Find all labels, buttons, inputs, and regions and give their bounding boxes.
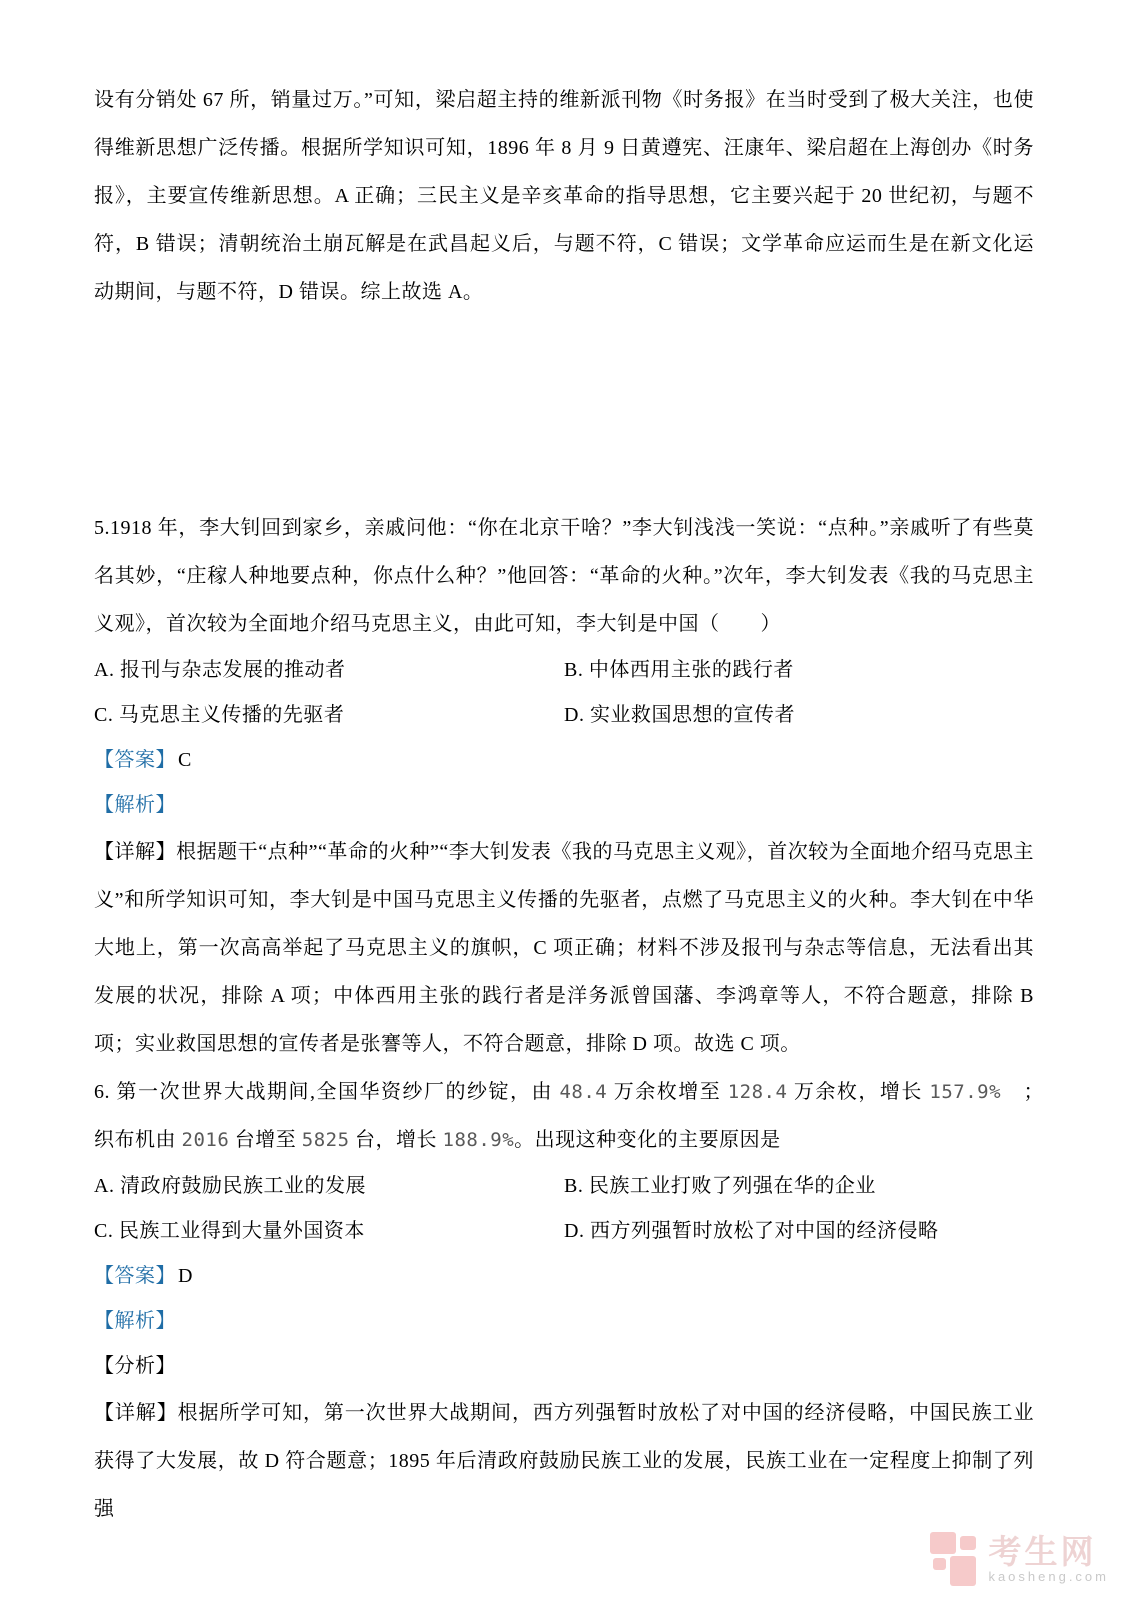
q6-answer-line [94, 1254, 1034, 1299]
jiexi-label: 【解析】 [94, 1310, 176, 1332]
watermark-site-name: 考生网 [988, 1533, 1097, 1570]
q6-loom-growth-pct: 188.9% [442, 1129, 515, 1151]
fenxi-label: 【分析】 [94, 1355, 176, 1377]
blank-gap [94, 316, 1034, 504]
watermark-site-url: kaosheng.com [988, 1569, 1109, 1584]
q6-looms-after: 5825 [301, 1129, 350, 1151]
question-6-block [94, 1068, 1055, 1533]
question-5-options-row-1 [94, 648, 1034, 693]
q5-answer-line [94, 738, 1034, 783]
question-5-options-row-2 [94, 693, 1034, 738]
q6-option-c: C. 民族工业得到大量外国资本 [94, 1220, 365, 1242]
answer-label: 【答案】 [94, 1265, 176, 1287]
q6-spindles-after: 128.4 [727, 1081, 788, 1103]
q5-detail-paragraph [94, 828, 1034, 1068]
q5-answer-letter: C [178, 749, 192, 771]
kaosheng-watermark [930, 1532, 1109, 1586]
q6-spindles-before: 48.4 [559, 1081, 608, 1103]
q6-answer-letter: D [178, 1265, 193, 1287]
q4-explanation-tail-text: 设有分销处 67 所，销量过万。”可知，梁启超主持的维新派刊物《时务报》在当时受到了极大关注，也使得维新思想广泛传播。根据所学知识可知，1896 年 8 月 9 日黄遵宪、汪康年、梁启超在上海创办《时务报》，主要宣传维新思想。A 正确；三民主义是辛亥革命的指导思想，它主要兴起于 20 世纪初，与题不符，B 错误；清朝统治土崩瓦解是在武昌起义后，与题不符，C 错误；文学革命应运而生是在新文化运动期间，与题不符，D 错误。综上故选 A。 [94, 89, 1034, 303]
question-6-options-row-1 [94, 1164, 1034, 1209]
q5-option-d: D. 实业救国思想的宣传者 [564, 704, 795, 726]
answer-label: 【答案】 [94, 749, 176, 771]
q5-option-c: C. 马克思主义传播的先驱者 [94, 704, 345, 726]
q6-stem-text: 6. 第一次世界大战期间,全国华资纱厂的纱锭，由 [94, 1081, 560, 1103]
q5-option-a: A. 报刊与杂志发展的推动者 [94, 659, 346, 681]
jiexi-label: 【解析】 [94, 794, 176, 816]
q5-detail-text: 根据题干“点种”“革命的火种”“李大钊发表《我的马克思主义观》，首次较为全面地介绍马克思主义”和所学知识可知，李大钊是中国马克思主义传播的先驱者，点燃了马克思主义的火种。李大钊在中华大地上，第一次高高举起了马克思主义的旗帜，C 项正确；材料不涉及报刊与杂志等信息，无法看出其发展的状况，排除 A 项；中体西用主张的践行者是洋务派曾国藩、李鸿章等人，不符合题意，排除 B 项；实业救国思想的宣传者是张謇等人，不符合题意，排除 D 项。故选 C 项。 [94, 841, 1035, 1055]
xiangjie-label: 【详解】 [94, 841, 177, 863]
q6-detail-text: 根据所学可知，第一次世界大战期间，西方列强暂时放松了对中国的经济侵略，中国民族工业获得了大发展，故 D 符合题意；1895 年后清政府鼓励民族工业的发展，民族工业在一定程度上抑制了列强 [94, 1402, 1035, 1520]
q6-looms-before: 2016 [181, 1129, 230, 1151]
q6-option-a: A. 清政府鼓励民族工业的发展 [94, 1175, 366, 1197]
q6-detail-paragraph [94, 1389, 1034, 1533]
q5-jiexi-line [94, 783, 1034, 828]
question-6-stem: 6. 第一次世界大战期间,全国华资纱厂的纱锭，由 48.4 万余枚增至 128.4 万余枚，增长 157.9% ； 织布机由 2016 台增至 5825 台，增长 188.9%。出现这种变化的主要原因是 [94, 1081, 1055, 1151]
xiangjie-label: 【详解】 [94, 1402, 178, 1424]
q6-jiexi-line [94, 1299, 1034, 1344]
q5-option-b: B. 中体西用主张的践行者 [564, 659, 794, 681]
question-5-stem: 5.1918 年，李大钊回到家乡，亲戚问他：“你在北京干啥？”李大钊浅浅一笑说：“点种。”亲戚听了有些莫名其妙，“庄稼人种地要点种，你点什么种？”他回答：“革命的火种。”次年，李大钊发表《我的马克思主义观》，首次较为全面地介绍马克思主义，由此可知，李大钊是中国（ ） [94, 517, 1034, 635]
question-6-options-row-2 [94, 1209, 1034, 1254]
kaosheng-logo-icon [930, 1532, 978, 1586]
question-5-block [94, 504, 1034, 1068]
q6-option-d: D. 西方列强暂时放松了对中国的经济侵略 [564, 1220, 939, 1242]
q6-spindle-growth-pct: 157.9% [929, 1081, 1002, 1103]
q6-option-b: B. 民族工业打败了列强在华的企业 [564, 1175, 876, 1197]
q6-fenxi-line [94, 1344, 1034, 1389]
